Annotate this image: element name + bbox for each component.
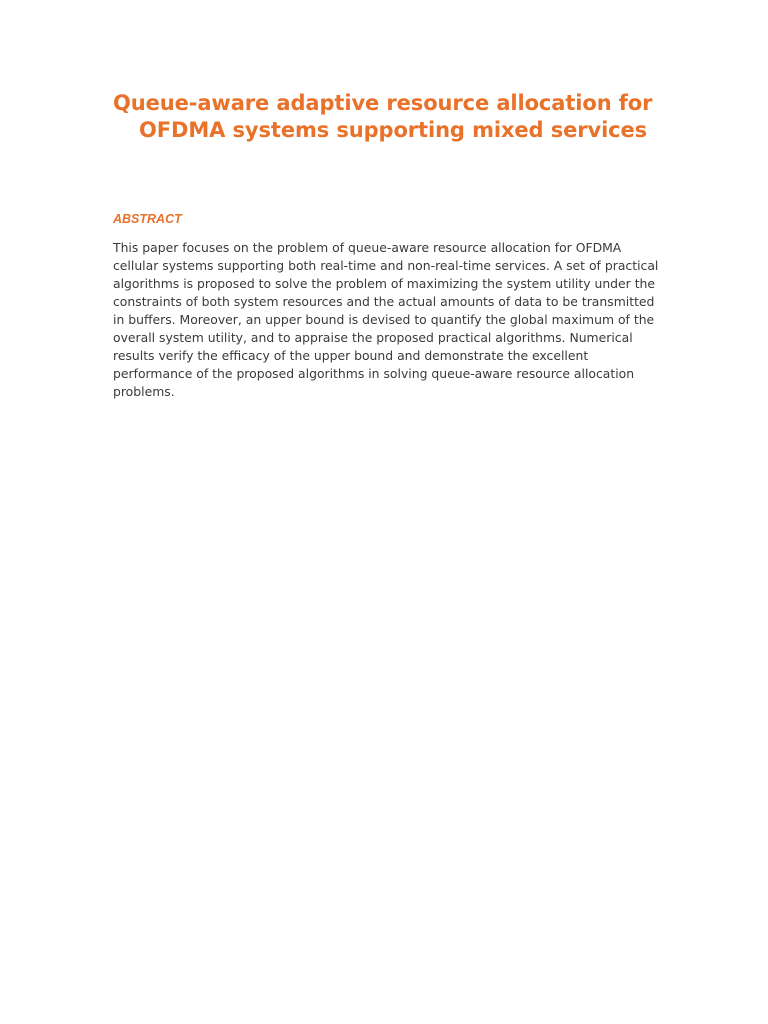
abstract-heading: ABSTRACT <box>113 212 182 226</box>
paper-title: Queue-aware adaptive resource allocation for OFDMA systems supporting mixed services <box>113 91 653 142</box>
abstract-text: This paper focuses on the problem of queue-aware resource allocation for OFDMA cellular systems supporting both real-time and non-real-time services. A set of practical algorithms is proposed to solve the problem of maximizing the system utility under the constraints of both system resources and the actual amounts of data to be transmitted in buffers. Moreover, an upper bound is devised to quantify the global maximum of the overall system utility, and to appraise the proposed practical algorithms. Numerical results verify the efficacy of the upper bound and demonstrate the excellent performance of the proposed algorithms in solving queue-aware resource allocation problems. <box>113 240 659 399</box>
